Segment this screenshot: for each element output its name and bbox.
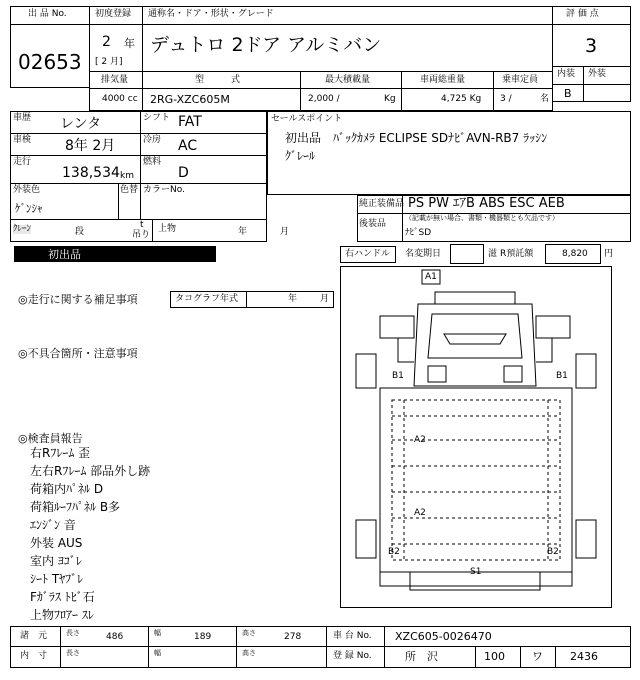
divider xyxy=(10,219,267,220)
inner-dims-label: 内 寸 xyxy=(20,651,48,661)
divider xyxy=(552,66,631,67)
length-label: 長さ xyxy=(66,629,80,637)
displacement: 4000 cc xyxy=(102,94,138,104)
inspector-line: ｼｰﾄ Tﾔﾌﾞﾚ xyxy=(30,572,84,586)
chassis-number: XZC605-0026470 xyxy=(395,630,492,643)
divider xyxy=(401,71,402,111)
damage-a2-upper: A2 xyxy=(414,435,426,445)
model-label: 型 式 xyxy=(195,75,241,85)
damage-b1-left: B1 xyxy=(392,371,404,381)
divider xyxy=(246,291,247,308)
mileage-unit: km xyxy=(120,171,134,181)
damage-b1-right: B1 xyxy=(556,371,568,381)
tacho-label: タコグラフ年式 xyxy=(175,294,239,304)
overall-grade: 3 xyxy=(585,35,598,57)
upper-year: 年 xyxy=(238,227,248,237)
interior-label: 内装 xyxy=(557,69,576,79)
registration-class: 100 xyxy=(484,650,505,663)
max-load-unit: Kg xyxy=(384,94,396,104)
divider xyxy=(89,24,553,25)
registration-number: 2436 xyxy=(570,650,598,663)
capacity-label: 乗車定員 xyxy=(502,75,539,85)
divider xyxy=(552,84,631,85)
divider xyxy=(10,646,631,647)
width-label: 幅 xyxy=(154,629,161,637)
aftermarket-label: 後装品 xyxy=(359,219,387,229)
interior-grade: B xyxy=(564,87,572,100)
capacity-unit: 名 xyxy=(540,94,550,104)
inspector-report-list xyxy=(30,447,330,627)
registration-area: 所 沢 xyxy=(405,650,438,663)
sales-point-line2: ｸﾞﾚｰﾙ xyxy=(285,149,316,163)
history: レンタ xyxy=(60,116,102,132)
divider xyxy=(142,71,143,111)
damage-a1: A1 xyxy=(425,272,437,282)
name-change-label: 名変期日 xyxy=(405,249,442,259)
inspector-line: 上物ﾌﾛｱｰ ｽﾚ xyxy=(30,608,94,622)
divider xyxy=(552,24,631,25)
sales-point-line1: 初出品 ﾊﾞｯｸｶﾒﾗ ECLIPSE SDﾅﾋﾞAVN-RB7 ﾗｯｼﾝ xyxy=(285,131,548,145)
first-reg-year: 2 xyxy=(102,34,111,50)
divider xyxy=(555,646,556,668)
inspection-label: 車検 xyxy=(13,135,32,145)
damage-a2-lower: A2 xyxy=(414,508,426,518)
yen-unit: 円 xyxy=(604,249,614,259)
damage-s1: S1 xyxy=(470,567,482,577)
length: 486 xyxy=(106,632,124,642)
height-label: 高さ xyxy=(242,629,256,637)
height: 278 xyxy=(284,632,302,642)
driving-notes-label: ◎走行に関する補足事項 xyxy=(18,293,138,306)
divider xyxy=(583,66,584,102)
divider xyxy=(384,626,385,668)
tacho-month: 月 xyxy=(320,294,330,304)
displacement-label: 排気量 xyxy=(101,75,129,85)
shift: FAT xyxy=(178,114,202,130)
lot-number: 02653 xyxy=(18,50,82,74)
truck-diagram xyxy=(340,266,612,608)
divider xyxy=(140,111,141,219)
divider xyxy=(89,88,553,89)
history-label: 車歴 xyxy=(13,113,32,123)
name-change-box xyxy=(450,244,484,264)
registration-label: 登 録 No. xyxy=(333,651,372,661)
crane-label: ｸﾚｰﾝ xyxy=(13,224,32,234)
damage-b2-right: B2 xyxy=(547,547,559,557)
height-label-inner: 高さ xyxy=(242,649,256,657)
divider xyxy=(493,71,494,111)
max-load: 2,000 / xyxy=(308,94,340,104)
car-name: デュトロ 2ドア アルミバン xyxy=(150,34,382,56)
divider xyxy=(520,646,521,668)
crane-t: t xyxy=(140,220,144,230)
first-listing-text: 初出品 xyxy=(48,248,81,261)
inspector-line: 室内 ﾖｺﾞﾚ xyxy=(30,554,82,568)
divider xyxy=(236,626,237,668)
mileage-label: 走行 xyxy=(13,157,32,167)
fuel: D xyxy=(178,165,189,181)
capacity: 3 / xyxy=(500,94,512,104)
aftermarket: ﾅﾋﾞSD xyxy=(405,228,432,238)
aftermarket-note: （記載が無い場合、書類・機器類とも欠品です） xyxy=(405,214,559,222)
tacho-year: 年 xyxy=(288,294,298,304)
divider xyxy=(10,24,90,25)
recycle-amount: 8,820 xyxy=(562,249,588,259)
inspector-line: 荷箱内ﾊﾟﾈﾙ D xyxy=(30,482,104,496)
year-unit: 年 xyxy=(124,37,135,50)
divider xyxy=(10,133,267,134)
crane-stage: 段 xyxy=(75,227,85,237)
inspector-report-label: ◎検査員報告 xyxy=(18,432,83,445)
ext-color-label: 外装色 xyxy=(13,185,41,195)
divider xyxy=(118,183,119,219)
mileage: 138,534 xyxy=(62,165,120,181)
first-listing-badge xyxy=(14,246,216,262)
inspector-line: ｴﾝｼﾞﾝ 音 xyxy=(30,518,76,532)
divider xyxy=(60,626,61,668)
divider xyxy=(326,626,327,668)
divider xyxy=(142,6,143,72)
inspector-line: 左右Rﾌﾚｰﾑ 部品外し跡 xyxy=(30,464,151,478)
upper-month: 月 xyxy=(280,227,290,237)
lot-label: 出 品 No. xyxy=(28,9,67,19)
shift-label: シフト xyxy=(143,113,171,123)
sales-point-label: セールスポイント xyxy=(271,114,343,124)
chassis-label: 車 台 No. xyxy=(333,631,372,641)
width-label-inner: 幅 xyxy=(154,649,161,657)
damage-b2-left: B2 xyxy=(388,547,400,557)
details-box xyxy=(10,111,267,242)
grade-label: 評 価 点 xyxy=(566,9,599,19)
length-label-inner: 長さ xyxy=(66,649,80,657)
model: 2RG-XZC605M xyxy=(150,93,230,106)
right-handle: 右ハンドル xyxy=(345,249,391,259)
fuel-label: 燃料 xyxy=(143,157,162,167)
inspector-line: Fｶﾞﾗｽ ﾄﾋﾞ石 xyxy=(30,590,95,604)
first-reg-month: [ 2 月] xyxy=(95,57,123,67)
divider xyxy=(152,219,153,242)
divider xyxy=(475,646,476,668)
inspector-line: 右Rﾌﾚｰﾑ 歪 xyxy=(30,446,91,460)
recycle-label: R預託額 xyxy=(500,249,534,259)
width: 189 xyxy=(194,632,212,642)
ac: AC xyxy=(178,138,198,154)
ac-label: 冷房 xyxy=(143,135,162,145)
dims-label: 諸 元 xyxy=(20,631,48,641)
color-change-label: 色替 xyxy=(120,185,139,195)
gross-weight-label: 車両総重量 xyxy=(420,75,466,85)
divider xyxy=(148,626,149,668)
inspector-line: 荷箱ﾙｰﾌﾊﾟﾈﾙ B多 xyxy=(30,500,121,514)
registration-kana: ワ xyxy=(532,650,543,663)
upper-label: 上物 xyxy=(158,224,177,234)
divider xyxy=(300,71,301,111)
defects-label: ◎不具合箇所・注意事項 xyxy=(18,347,138,360)
first-reg-label: 初度登録 xyxy=(95,9,132,19)
equipment-label: 純正装備品 xyxy=(359,199,405,209)
car-name-label: 通称名・ドア・形状・グレード xyxy=(148,9,274,19)
inspection: 8年 2月 xyxy=(65,138,116,154)
inspector-line: 外装 AUS xyxy=(30,536,83,550)
divider xyxy=(10,183,267,184)
crane-hook: 吊り xyxy=(132,230,151,240)
gross-weight: 4,725 Kg xyxy=(441,94,482,104)
exterior-label: 外装 xyxy=(588,69,607,79)
equipment: PS PW ｴｱB ABS ESC AEB xyxy=(408,196,565,211)
max-load-label: 最大積載量 xyxy=(325,75,371,85)
tax-label: 滋 xyxy=(488,249,498,259)
color-no-label: カラーNo. xyxy=(143,185,185,195)
ext-color: ｹﾞﾝｼｬ xyxy=(15,202,43,215)
divider xyxy=(10,155,267,156)
